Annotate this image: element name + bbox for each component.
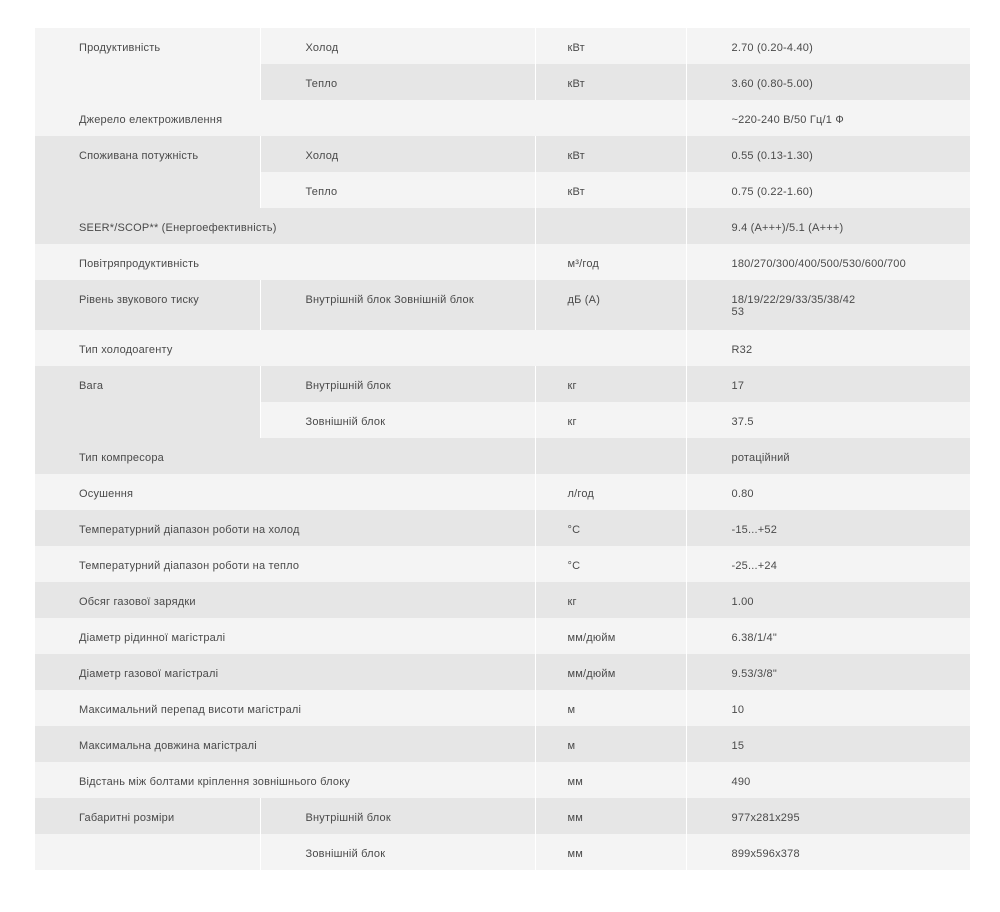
row-value: ротаційний xyxy=(686,438,970,474)
table-row xyxy=(35,510,970,546)
row-value: 0.80 xyxy=(686,474,970,510)
row-label: Діаметр газової магістралі xyxy=(35,654,535,690)
row-unit: мм/дюйм xyxy=(535,618,686,654)
row-sublabel: Холод xyxy=(260,136,535,172)
row-label: Вага xyxy=(35,366,260,438)
table-row xyxy=(35,28,970,64)
row-unit xyxy=(535,438,686,474)
row-value: -25...+24 xyxy=(686,546,970,582)
row-unit: мм xyxy=(535,762,686,798)
row-sublabel: Тепло xyxy=(260,172,535,208)
row-value: 17 xyxy=(686,366,970,402)
table-row xyxy=(35,244,970,280)
specifications-table xyxy=(35,28,970,870)
row-unit: кВт xyxy=(535,64,686,100)
row-label: SEER*/SCOP** (Енергоефективність) xyxy=(35,208,535,244)
row-unit: м xyxy=(535,690,686,726)
row-value: 6.38/1/4" xyxy=(686,618,970,654)
noise-value-line1: 18/19/22/29/33/35/38/42 xyxy=(731,294,856,306)
row-value: -15...+52 xyxy=(686,510,970,546)
table-row xyxy=(35,100,970,136)
table-row xyxy=(35,330,970,366)
row-unit: кг xyxy=(535,366,686,402)
row-value: 490 xyxy=(686,762,970,798)
row-unit: °C xyxy=(535,510,686,546)
row-label: Габаритні розміри xyxy=(35,798,260,834)
row-sublabel: Зовнішній блок xyxy=(260,834,535,870)
row-value: ~220-240 В/50 Гц/1 Ф xyxy=(686,100,970,136)
table-row xyxy=(35,762,970,798)
table-row xyxy=(35,834,970,870)
row-label: Повітряпродуктивність xyxy=(35,244,535,280)
row-value: 899x596x378 xyxy=(686,834,970,870)
row-unit: кВт xyxy=(535,172,686,208)
table-row xyxy=(35,280,970,330)
row-value xyxy=(686,280,970,330)
row-label: Рівень звукового тиску xyxy=(35,280,260,330)
table-row xyxy=(35,726,970,762)
row-value: 0.55 (0.13-1.30) xyxy=(686,136,970,172)
row-label: Споживана потужність xyxy=(35,136,260,208)
table-row xyxy=(35,582,970,618)
row-sublabel: Холод xyxy=(260,28,535,64)
table-row xyxy=(35,366,970,402)
row-value: R32 xyxy=(686,330,970,366)
row-value: 2.70 (0.20-4.40) xyxy=(686,28,970,64)
table-row xyxy=(35,136,970,172)
row-unit: кг xyxy=(535,582,686,618)
row-value: 977x281x295 xyxy=(686,798,970,834)
row-value: 10 xyxy=(686,690,970,726)
row-unit: м³/год xyxy=(535,244,686,280)
table-row xyxy=(35,208,970,244)
row-value: 9.53/3/8" xyxy=(686,654,970,690)
table-row xyxy=(35,798,970,834)
row-value: 15 xyxy=(686,726,970,762)
row-unit: кВт xyxy=(535,28,686,64)
row-unit: м xyxy=(535,726,686,762)
row-unit: мм xyxy=(535,798,686,834)
row-sublabel: Внутрішній блок xyxy=(260,798,535,834)
table-row xyxy=(35,618,970,654)
row-value: 0.75 (0.22-1.60) xyxy=(686,172,970,208)
row-label: Діаметр рідинної магістралі xyxy=(35,618,535,654)
row-sublabel: Зовнішній блок xyxy=(260,402,535,438)
row-value: 37.5 xyxy=(686,402,970,438)
row-sublabel: Тепло xyxy=(260,64,535,100)
row-sublabel: Внутрішній блок Зовнішній блок xyxy=(260,280,535,330)
row-unit: °C xyxy=(535,546,686,582)
row-value: 9.4 (A+++)/5.1 (A+++) xyxy=(686,208,970,244)
row-value: 3.60 (0.80-5.00) xyxy=(686,64,970,100)
row-unit: мм/дюйм xyxy=(535,654,686,690)
row-value: 180/270/300/400/500/530/600/700 xyxy=(686,244,970,280)
row-label: Максимальний перепад висоти магістралі xyxy=(35,690,535,726)
table-row xyxy=(35,474,970,510)
row-unit: дБ (А) xyxy=(535,280,686,330)
row-label: Тип холодоагенту xyxy=(35,330,686,366)
row-label: Осушення xyxy=(35,474,535,510)
table-row xyxy=(35,438,970,474)
noise-value-line2: 53 xyxy=(731,306,745,318)
row-label: Максимальна довжина магістралі xyxy=(35,726,535,762)
row-unit: мм xyxy=(535,834,686,870)
row-sublabel: Внутрішній блок xyxy=(260,366,535,402)
row-label: Продуктивність xyxy=(35,28,260,100)
row-unit: кВт xyxy=(535,136,686,172)
row-label xyxy=(35,834,260,870)
row-unit xyxy=(535,208,686,244)
table-row xyxy=(35,654,970,690)
row-value: 1.00 xyxy=(686,582,970,618)
table-row xyxy=(35,546,970,582)
row-unit: л/год xyxy=(535,474,686,510)
row-label: Відстань між болтами кріплення зовнішнього блоку xyxy=(35,762,535,798)
row-label: Температурний діапазон роботи на холод xyxy=(35,510,535,546)
table-row xyxy=(35,690,970,726)
row-label: Обсяг газової зарядки xyxy=(35,582,535,618)
row-unit: кг xyxy=(535,402,686,438)
row-label: Температурний діапазон роботи на тепло xyxy=(35,546,535,582)
row-label: Тип компресора xyxy=(35,438,535,474)
row-label: Джерело електроживлення xyxy=(35,100,686,136)
